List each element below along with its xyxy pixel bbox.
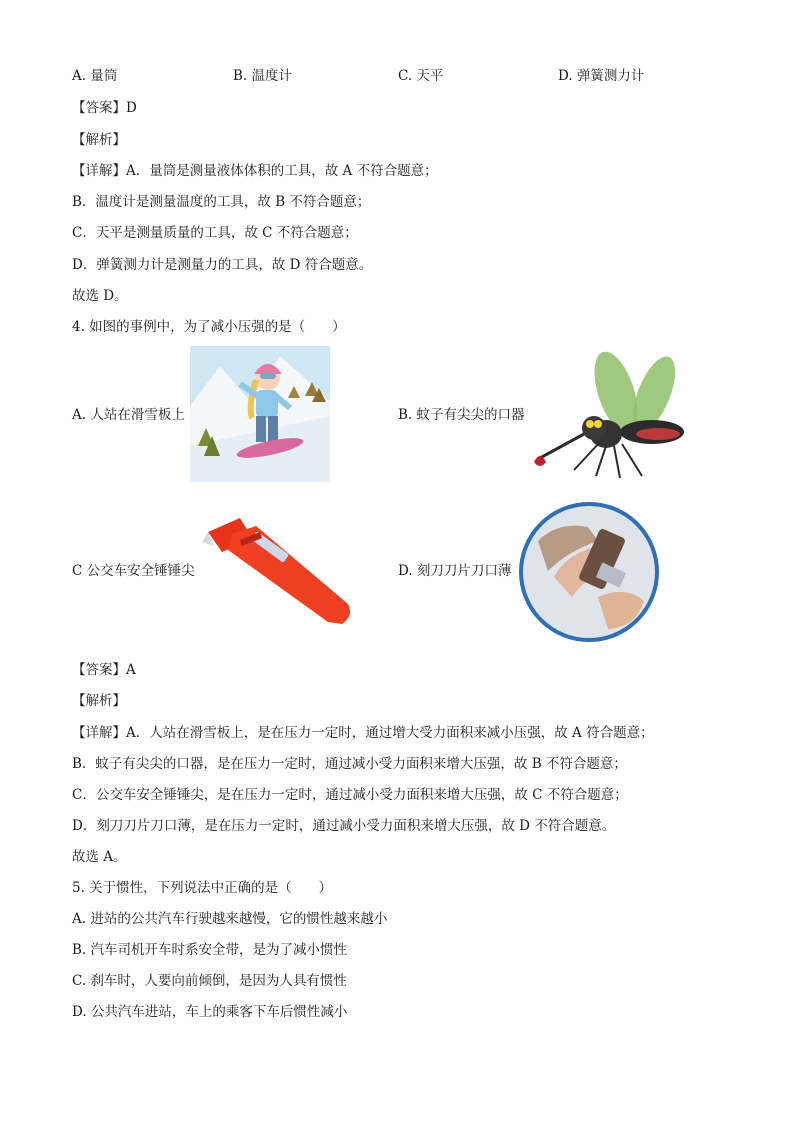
q3-detail-c: C．天平是测量质量的工具，故 C 不符合题意； [72, 225, 358, 241]
answer-value: D [126, 100, 137, 116]
q3-conclusion: 故选 D。 [72, 288, 128, 304]
q3-option-a: A. 量筒 [72, 68, 118, 84]
detail-text: A．量筒是测量液体体积的工具，故 A 不符合题意； [126, 163, 438, 179]
q4-detail-b: B．蚊子有尖尖的口器，是在压力一定时，通过减小受力面积来增大压强，故 B 不符合题意； [72, 756, 627, 772]
q5-option-a: A. 进站的公共汽车行驶越来越慢，它的惯性越来越小 [72, 911, 388, 927]
q3-detail-b: B．温度计是测量温度的工具，故 B 不符合题意； [72, 194, 371, 210]
answer-value: A [126, 662, 136, 678]
q3-option-c: C. 天平 [398, 68, 444, 84]
q4-option-b: B. 蚊子有尖尖的口器 [398, 407, 525, 423]
q4-analysis-label: 【解析】 [72, 693, 126, 709]
q5-stem: 5. 关于惯性，下列说法中正确的是（ ） [72, 880, 333, 896]
q4-option-d: D. 刻刀刀片刀口薄 [398, 563, 512, 579]
q3-answer [72, 99, 137, 117]
snowboarder-image [190, 346, 330, 482]
safety-hammer-image [200, 512, 356, 630]
detail-label: 【详解】 [72, 725, 126, 741]
q4-answer [72, 661, 136, 679]
q5-option-d: D. 公共汽车进站，车上的乘客下车后惯性减小 [72, 1004, 348, 1020]
q3-detail-d: D．弹簧测力计是测量力的工具，故 D 符合题意。 [72, 257, 373, 273]
q3-detail-a [72, 162, 438, 180]
q3-option-b: B. 温度计 [233, 68, 293, 84]
q5-option-c: C. 刹车时，人要向前倾倒，是因为人具有惯性 [72, 973, 347, 989]
q4-stem: 4. 如图的事例中，为了减小压强的是（ ） [72, 319, 346, 335]
q5-option-b: B. 汽车司机开车时系安全带，是为了减小惯性 [72, 942, 348, 958]
q3-analysis-label: 【解析】 [72, 132, 126, 148]
q4-option-a: A. 人站在滑雪板上 [72, 407, 185, 423]
carving-knife-image [518, 501, 660, 643]
q4-detail-d: D．刻刀刀片刀口薄，是在压力一定时，通过减小受力面积来增大压强，故 D 不符合题意。 [72, 818, 616, 834]
mosquito-image [530, 350, 686, 480]
answer-label: 【答案】 [72, 100, 126, 116]
answer-label: 【答案】 [72, 662, 126, 678]
q3-option-d: D. 弹簧测力计 [558, 68, 645, 84]
q4-detail-a [72, 724, 654, 742]
q4-option-c: C 公交车安全锤锤尖 [72, 563, 195, 579]
q4-detail-c: C．公交车安全锤锤尖，是在压力一定时，通过减小受力面积来增大压强，故 C 不符合题意； [72, 787, 628, 803]
detail-text: A．人站在滑雪板上，是在压力一定时，通过增大受力面积来减小压强，故 A 符合题意； [126, 725, 654, 741]
detail-label: 【详解】 [72, 163, 126, 179]
q4-conclusion: 故选 A。 [72, 849, 127, 865]
